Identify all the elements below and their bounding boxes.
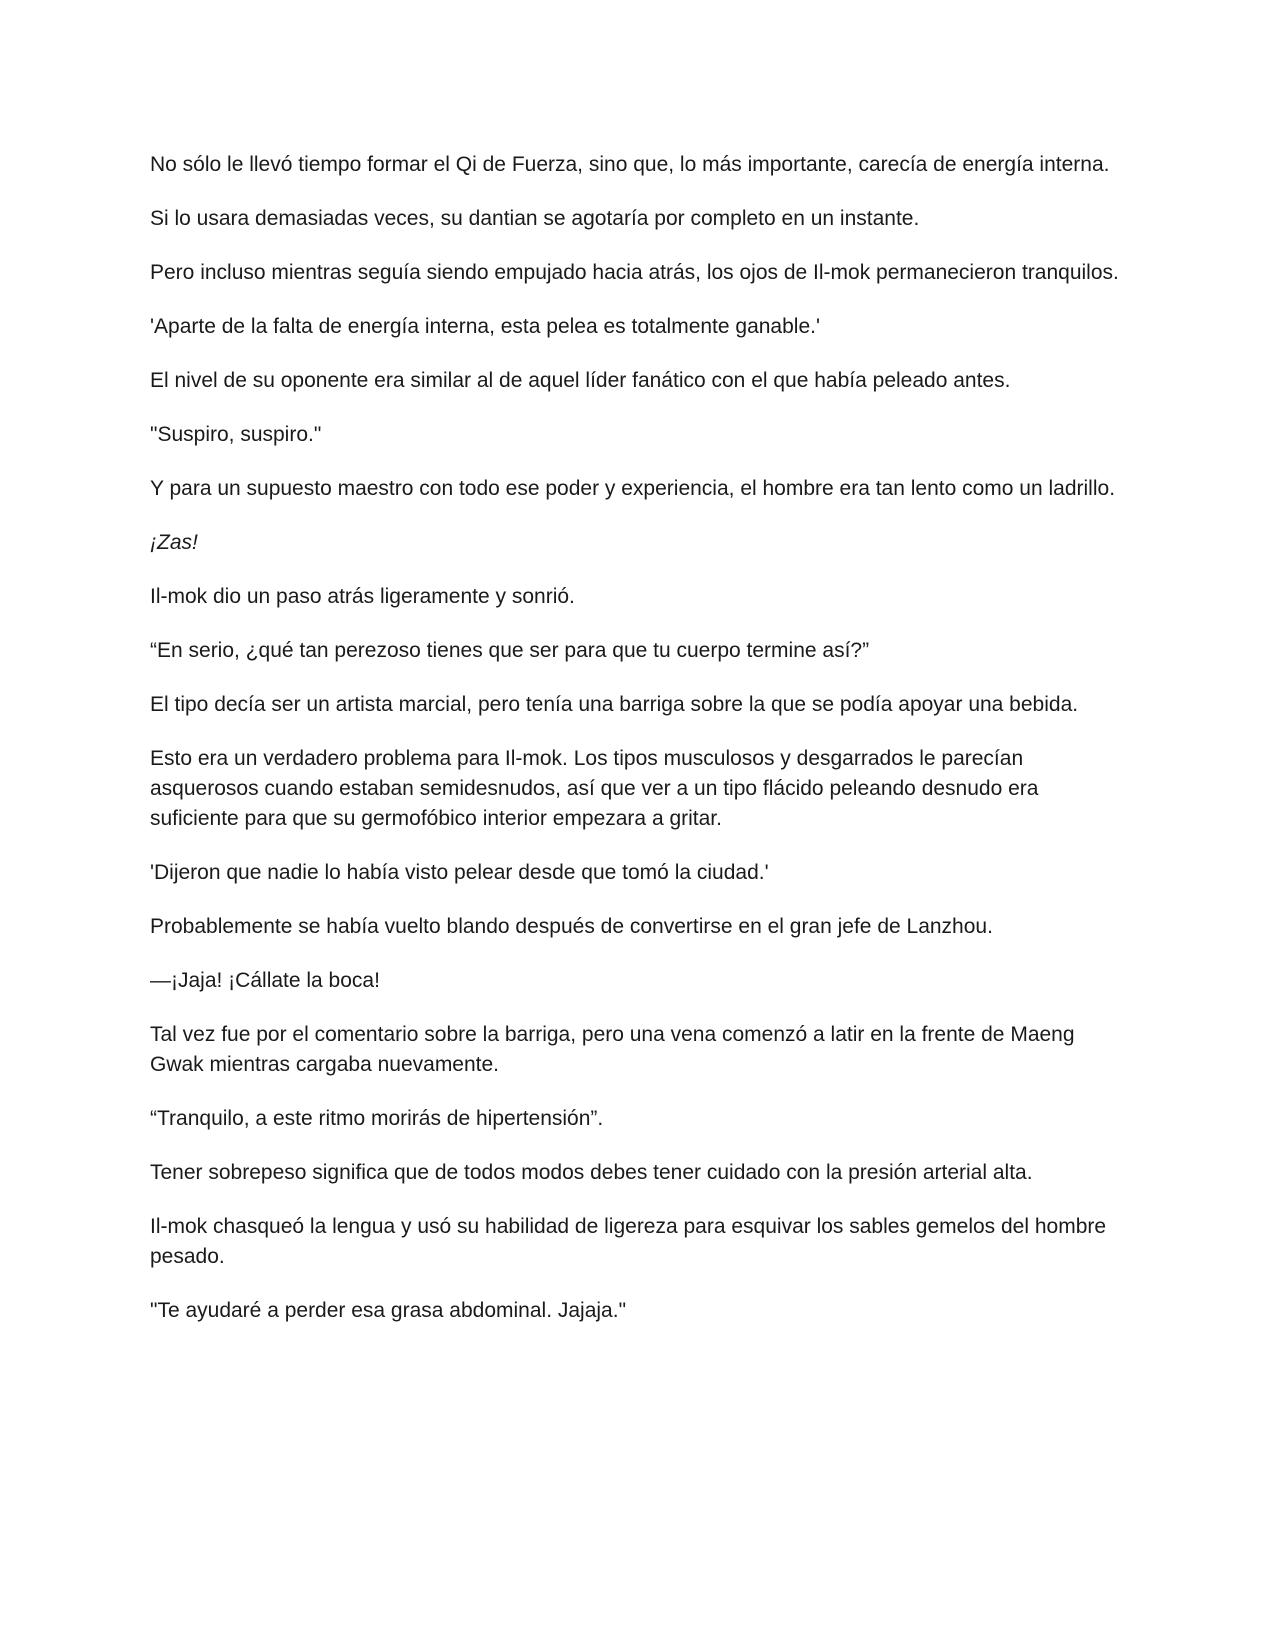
paragraph: No sólo le llevó tiempo formar el Qi de Fuerza, sino que, lo más importante, carecía de energía interna. xyxy=(150,153,1110,176)
paragraph: Esto era un verdadero problema para Il-mok. Los tipos musculosos y desgarrados le parecían asquerosos cuando estaban semidesnudos, así que ver a un tipo flácido peleando desnudo era suficiente para que su germofóbico interior empezara a gritar. xyxy=(150,747,1039,830)
paragraph: "Suspiro, suspiro." xyxy=(150,423,322,446)
document-body xyxy=(150,150,1130,1350)
paragraph: Tal vez fue por el comentario sobre la barriga, pero una vena comenzó a latir en la frente de Maeng Gwak mientras cargaba nuevamente. xyxy=(150,1023,1075,1076)
paragraph: Probablemente se había vuelto blando después de convertirse en el gran jefe de Lanzhou. xyxy=(150,915,993,938)
paragraph: Si lo usara demasiadas veces, su dantian se agotaría por completo en un instante. xyxy=(150,207,920,230)
paragraph: "Te ayudaré a perder esa grasa abdominal. Jajaja." xyxy=(150,1299,627,1322)
paragraph: “En serio, ¿qué tan perezoso tienes que ser para que tu cuerpo termine así?” xyxy=(150,639,870,662)
paragraph: Il-mok chasqueó la lengua y usó su habilidad de ligereza para esquivar los sables gemelos del hombre pesado. xyxy=(150,1215,1107,1268)
sound-effect-paragraph: ¡Zas! xyxy=(150,531,198,554)
paragraph: Tener sobrepeso significa que de todos modos debes tener cuidado con la presión arterial alta. xyxy=(150,1161,1033,1184)
paragraph: Y para un supuesto maestro con todo ese poder y experiencia, el hombre era tan lento como un ladrillo. xyxy=(150,477,1116,500)
paragraph: 'Aparte de la falta de energía interna, esta pelea es totalmente ganable.' xyxy=(150,315,820,338)
paragraph: El nivel de su oponente era similar al de aquel líder fanático con el que había peleado antes. xyxy=(150,369,1011,392)
paragraph: Pero incluso mientras seguía siendo empujado hacia atrás, los ojos de Il-mok permanecieron tranquilos. xyxy=(150,261,1119,284)
paragraph: “Tranquilo, a este ritmo morirás de hipertensión”. xyxy=(150,1107,604,1130)
paragraph: —¡Jaja! ¡Cállate la boca! xyxy=(150,969,380,992)
paragraph: 'Dijeron que nadie lo había visto pelear desde que tomó la ciudad.' xyxy=(150,861,769,884)
paragraph: Il-mok dio un paso atrás ligeramente y sonrió. xyxy=(150,585,575,608)
paragraph: El tipo decía ser un artista marcial, pero tenía una barriga sobre la que se podía apoyar una bebida. xyxy=(150,693,1079,716)
